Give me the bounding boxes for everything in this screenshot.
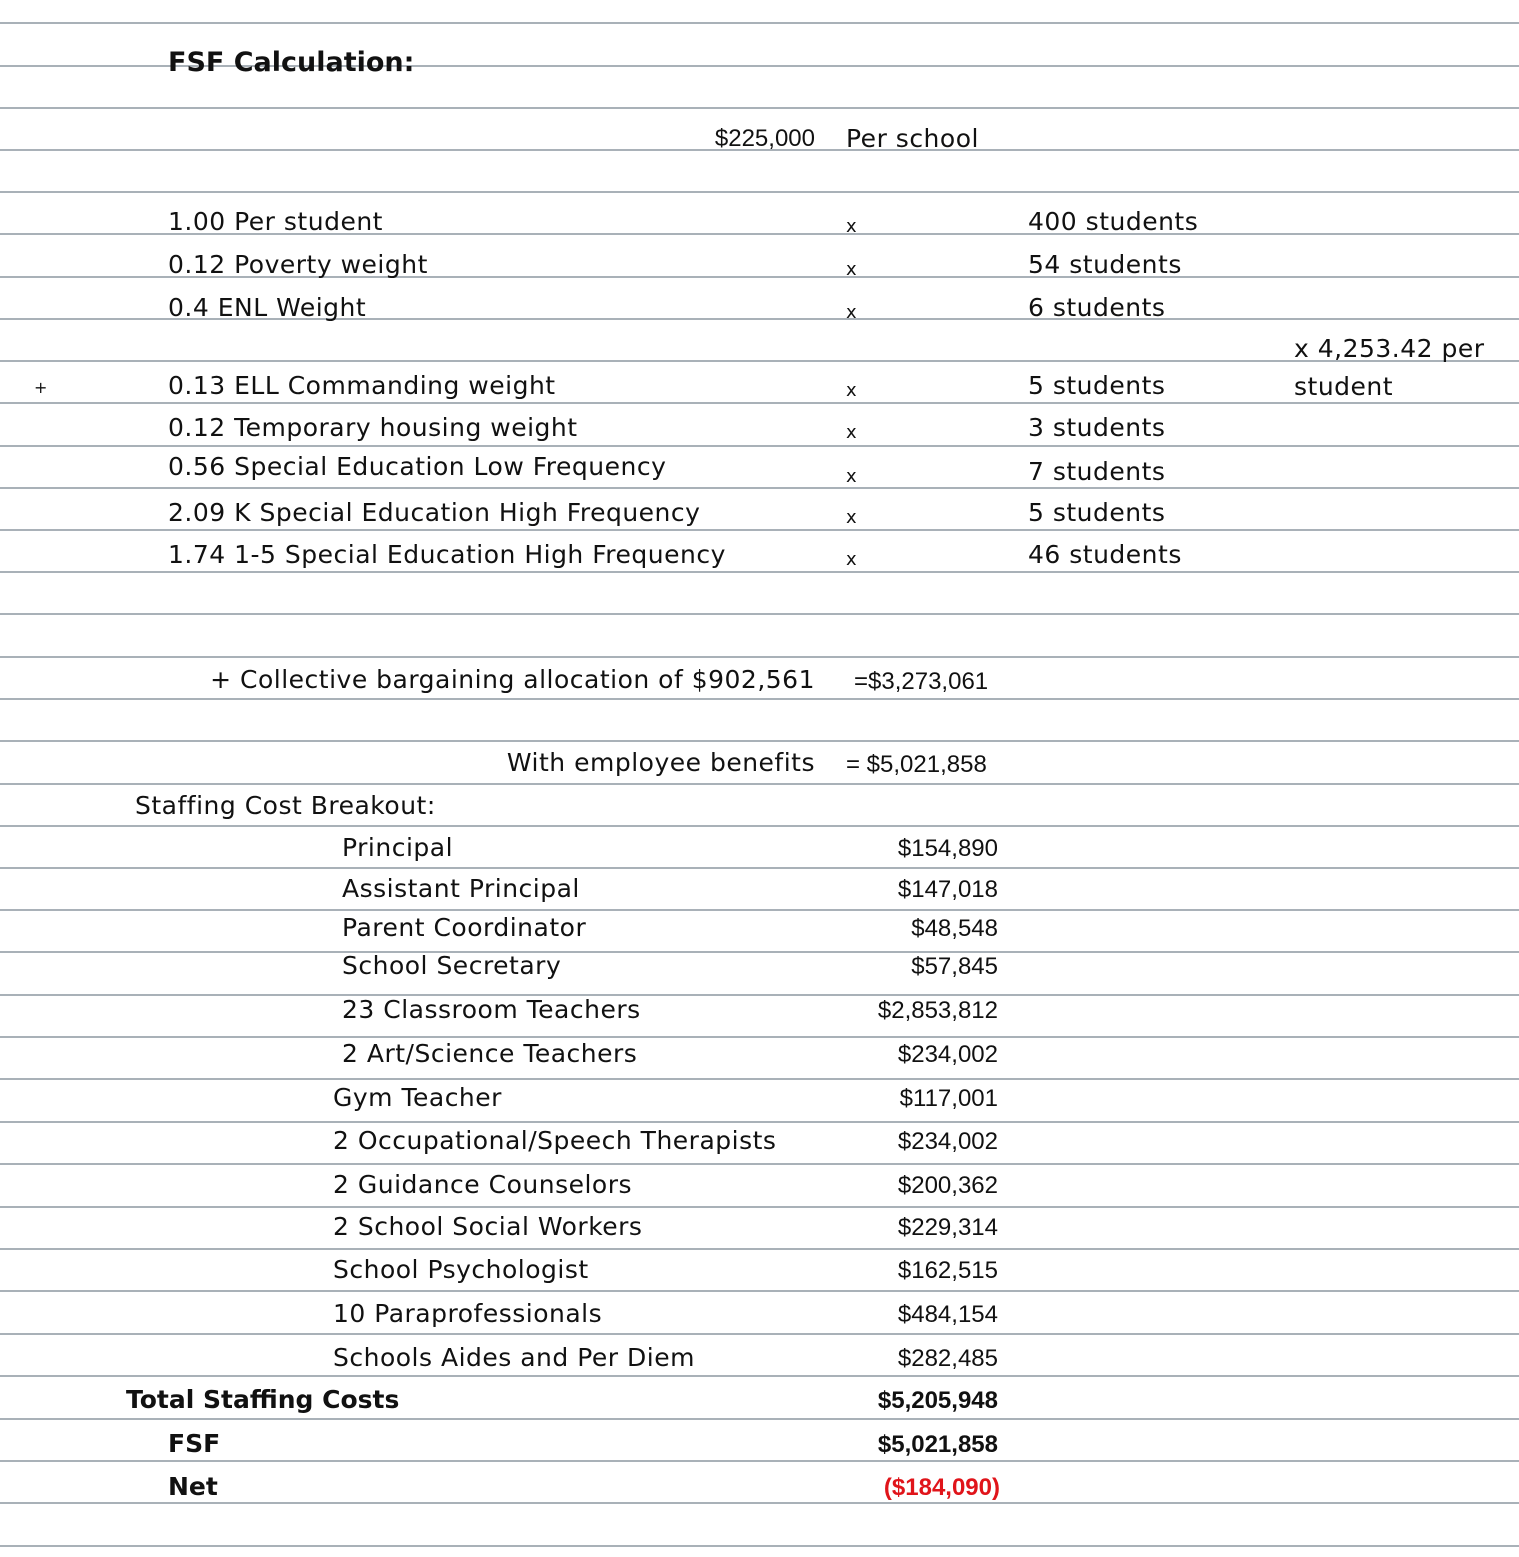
- multiply-sign: x: [846, 422, 858, 443]
- ruled-line: [0, 445, 1519, 447]
- ruled-line: [0, 1290, 1519, 1292]
- staffing-amount: $282,485: [897, 1345, 998, 1372]
- staffing-label: School Secretary: [342, 951, 562, 980]
- ruled-line: [0, 1036, 1519, 1038]
- per-school-label: Per school: [846, 124, 979, 153]
- multiply-sign: x: [846, 380, 858, 401]
- weight-label: 0.12 Poverty weight: [168, 250, 428, 279]
- student-count: 3 students: [1028, 413, 1166, 442]
- ruled-line: [0, 1163, 1519, 1165]
- staffing-amount: $234,002: [897, 1128, 998, 1155]
- ruled-line: [0, 1121, 1519, 1123]
- staffing-label: Gym Teacher: [333, 1083, 502, 1112]
- ruled-line: [0, 613, 1519, 615]
- per-school-amount: $225,000: [714, 125, 815, 152]
- ruled-line: [0, 740, 1519, 742]
- staffing-heading: Staffing Cost Breakout:: [135, 791, 436, 820]
- ruled-line: [0, 107, 1519, 109]
- ruled-line: [0, 1375, 1519, 1377]
- staffing-amount: $117,001: [899, 1085, 998, 1112]
- staffing-label: Assistant Principal: [342, 874, 580, 903]
- net-label: Net: [168, 1472, 218, 1501]
- student-count: 400 students: [1028, 207, 1199, 236]
- staffing-label: 2 Art/Science Teachers: [342, 1039, 638, 1068]
- weight-label: 0.4 ENL Weight: [168, 293, 367, 322]
- ruled-line: [0, 487, 1519, 489]
- staffing-amount: $147,018: [897, 876, 998, 903]
- staffing-amount: $229,314: [897, 1214, 998, 1241]
- student-count: 6 students: [1028, 293, 1166, 322]
- collective-bargaining-result: =$3,273,061: [854, 668, 989, 695]
- per-student-rate-line2: student: [1294, 372, 1394, 401]
- weight-label: 0.56 Special Education Low Frequency: [168, 452, 667, 481]
- multiply-sign: x: [846, 549, 858, 570]
- ruled-line: [0, 783, 1519, 785]
- ruled-line: [0, 951, 1519, 953]
- ruled-line: [0, 1206, 1519, 1208]
- ruled-line: [0, 825, 1519, 827]
- page-title: FSF Calculation:: [168, 47, 415, 78]
- multiply-sign: x: [846, 507, 858, 528]
- staffing-amount: $48,548: [911, 915, 998, 942]
- staffing-label: Parent Coordinator: [342, 913, 587, 942]
- staffing-label: School Psychologist: [333, 1255, 589, 1284]
- ruled-line: [0, 867, 1519, 869]
- with-benefits-result: = $5,021,858: [846, 751, 987, 778]
- weight-label: 1.00 Per student: [168, 207, 383, 236]
- staffing-amount: $57,845: [911, 953, 998, 980]
- ruled-line: [0, 571, 1519, 573]
- ruled-line: [0, 402, 1519, 404]
- student-count: 46 students: [1028, 540, 1182, 569]
- staffing-amount: $234,002: [897, 1041, 998, 1068]
- student-count: 54 students: [1028, 250, 1182, 279]
- per-student-rate-line1: x 4,253.42 per: [1294, 334, 1485, 363]
- fsf-label: FSF: [168, 1429, 221, 1458]
- staffing-label: 2 School Social Workers: [333, 1212, 643, 1241]
- ruled-line: [0, 909, 1519, 911]
- staffing-label: Principal: [342, 833, 454, 862]
- plus-sign: +: [34, 378, 48, 397]
- ruled-line: [0, 191, 1519, 193]
- collective-bargaining-label: + Collective bargaining allocation of $902,561: [210, 665, 815, 694]
- weight-label: 0.13 ELL Commanding weight: [168, 371, 556, 400]
- fsf-value: $5,021,858: [877, 1431, 998, 1458]
- ruled-line: [0, 656, 1519, 658]
- weight-label: 1.74 1-5 Special Education High Frequency: [168, 540, 726, 569]
- net-value: ($184,090): [883, 1474, 1000, 1501]
- with-benefits-label: With employee benefits: [506, 748, 815, 777]
- ruled-line: [0, 22, 1519, 24]
- weight-label: 0.12 Temporary housing weight: [168, 413, 578, 442]
- staffing-label: 2 Guidance Counselors: [333, 1170, 633, 1199]
- staffing-label: Schools Aides and Per Diem: [333, 1343, 695, 1372]
- staffing-amount: $162,515: [897, 1257, 998, 1284]
- ruled-line: [0, 1078, 1519, 1080]
- ruled-line: [0, 1545, 1519, 1547]
- weight-label: 2.09 K Special Education High Frequency: [168, 498, 701, 527]
- student-count: 5 students: [1028, 371, 1166, 400]
- staffing-amount: $154,890: [897, 835, 998, 862]
- ruled-line: [0, 360, 1519, 362]
- staffing-amount: $200,362: [897, 1172, 998, 1199]
- ruled-line: [0, 994, 1519, 996]
- total-staffing-label: Total Staffing Costs: [126, 1385, 400, 1414]
- multiply-sign: x: [846, 302, 858, 323]
- multiply-sign: x: [846, 259, 858, 280]
- ruled-line: [0, 1418, 1519, 1420]
- staffing-amount: $484,154: [897, 1301, 998, 1328]
- ruled-line: [0, 698, 1519, 700]
- ruled-line: [0, 1248, 1519, 1250]
- student-count: 7 students: [1028, 457, 1166, 486]
- staffing-label: 23 Classroom Teachers: [342, 995, 641, 1024]
- ruled-line: [0, 1333, 1519, 1335]
- multiply-sign: x: [846, 216, 858, 237]
- multiply-sign: x: [846, 466, 858, 487]
- ruled-line: [0, 529, 1519, 531]
- total-staffing-value: $5,205,948: [877, 1387, 998, 1414]
- ruled-line: [0, 1502, 1519, 1504]
- staffing-amount: $2,853,812: [877, 997, 998, 1024]
- ruled-line: [0, 1460, 1519, 1462]
- staffing-label: 2 Occupational/Speech Therapists: [333, 1126, 777, 1155]
- staffing-label: 10 Paraprofessionals: [333, 1299, 603, 1328]
- student-count: 5 students: [1028, 498, 1166, 527]
